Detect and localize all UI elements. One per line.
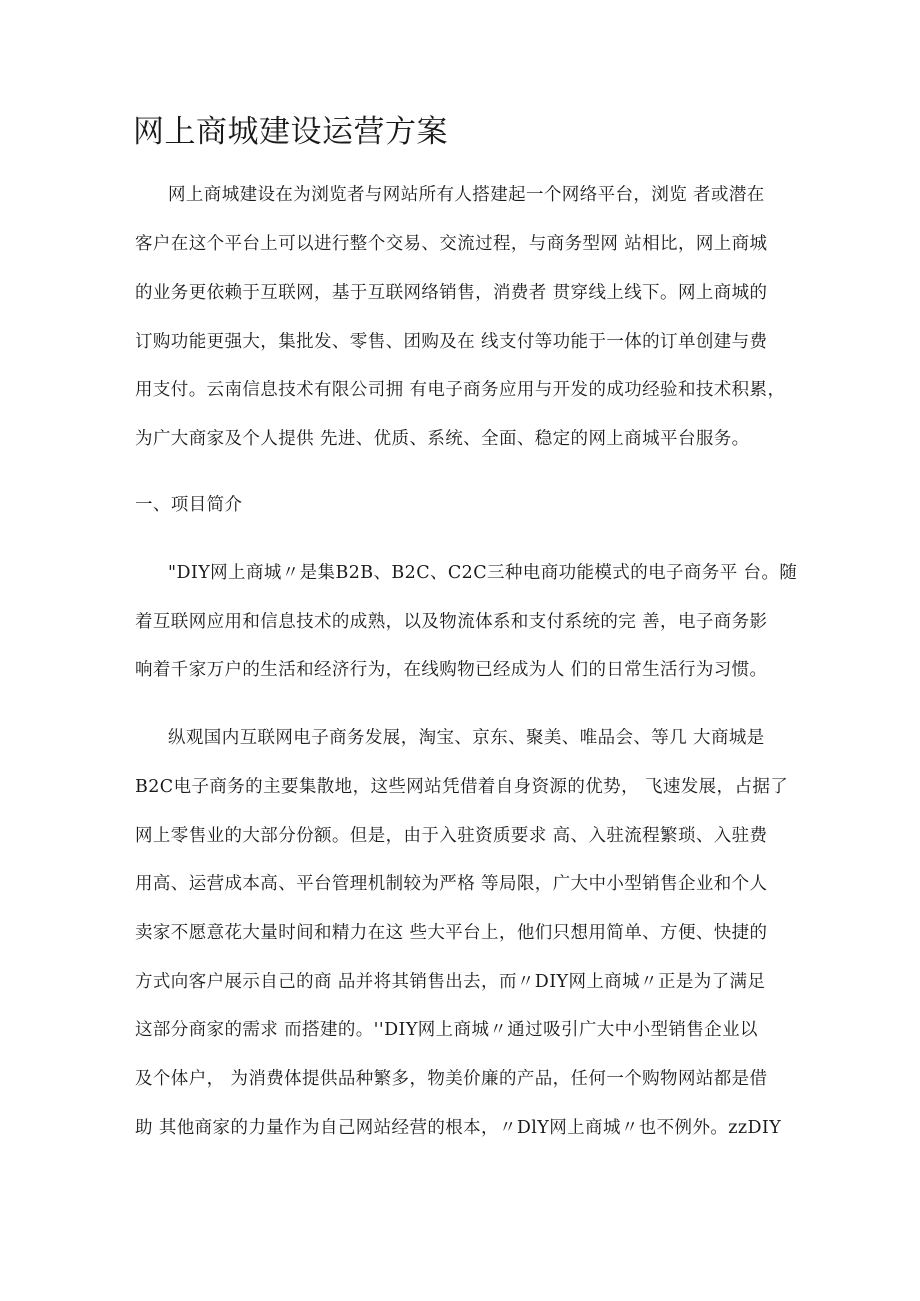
paragraph-line: 及个体户， 为消费体提供品种繁多，物美价廉的产品，任何一个购物网站都是借 [135, 1069, 768, 1089]
paragraph-line: 卖家不愿意花大量时间和精力在这 些大平台上，他们只想用简单、方便、快捷的 [135, 923, 768, 943]
intro-line: 为广大商家及个人提供 先进、优质、系统、全面、稳定的网上商城平台服务。 [135, 429, 750, 449]
document-title: 网上商城建设运营方案 [133, 114, 448, 150]
paragraph-line: 助 其他商家的力量作为自己网站经营的根本，〃DlY网上商城〃也不例外。zzDIY [135, 1118, 782, 1138]
paragraph-line: B2C电子商务的主要集散地，这些网站凭借着自身资源的优势， 飞速发展，占据了 [135, 777, 789, 797]
intro-line: 用支付。云南信息技术有限公司拥 有电子商务应用与开发的成功经验和技术积累， [135, 380, 786, 400]
section-heading: 一、项目简介 [135, 495, 243, 515]
paragraph-line: "DIY网上商城〃是集B2B、B2C、C2C三种电商功能模式的电子商务平 台。随 [168, 563, 798, 583]
paragraph-line: 用高、运营成本高、平台管理机制较为严格 等局限，广大中小型销售企业和个人 [135, 874, 768, 894]
intro-line: 客户在这个平台上可以进行整个交易、交流过程，与商务型网 站相比，网上商城 [135, 234, 768, 254]
paragraph-line: 方式向客户展示自己的商 品并将其销售出去，而〃DIY网上商城〃正是为了满足 [135, 972, 766, 992]
paragraph-line: 着互联网应用和信息技术的成熟，以及物流体系和支付系统的完 善，电子商务影 [135, 612, 768, 632]
paragraph-line: 这部分商家的需求 而搭建的。''DIY网上商城〃通过吸引广大中小型销售企业以 [135, 1020, 758, 1040]
intro-line: 订购功能更强大，集批发、零售、团购及在 线支付等功能于一体的订单创建与费 [135, 332, 768, 352]
intro-line: 网上商城建设在为浏览者与网站所有人搭建起一个网络平台，浏览 者或潜在 [168, 185, 765, 205]
paragraph-line: 纵观国内互联网电子商务发展，淘宝、京东、聚美、唯品会、等几 大商城是 [168, 728, 765, 748]
paragraph-line: 响着千家万户的生活和经济行为，在线购物已经成为人 们的日常生活行为习惯。 [135, 660, 768, 680]
paragraph-line: 网上零售业的大部分份额。但是，由于入驻资质要求 高、入驻流程繁琐、入驻费 [135, 826, 768, 846]
intro-line: 的业务更依赖于互联网，基于互联网络销售，消费者 贯穿线上线下。网上商城的 [135, 283, 768, 303]
